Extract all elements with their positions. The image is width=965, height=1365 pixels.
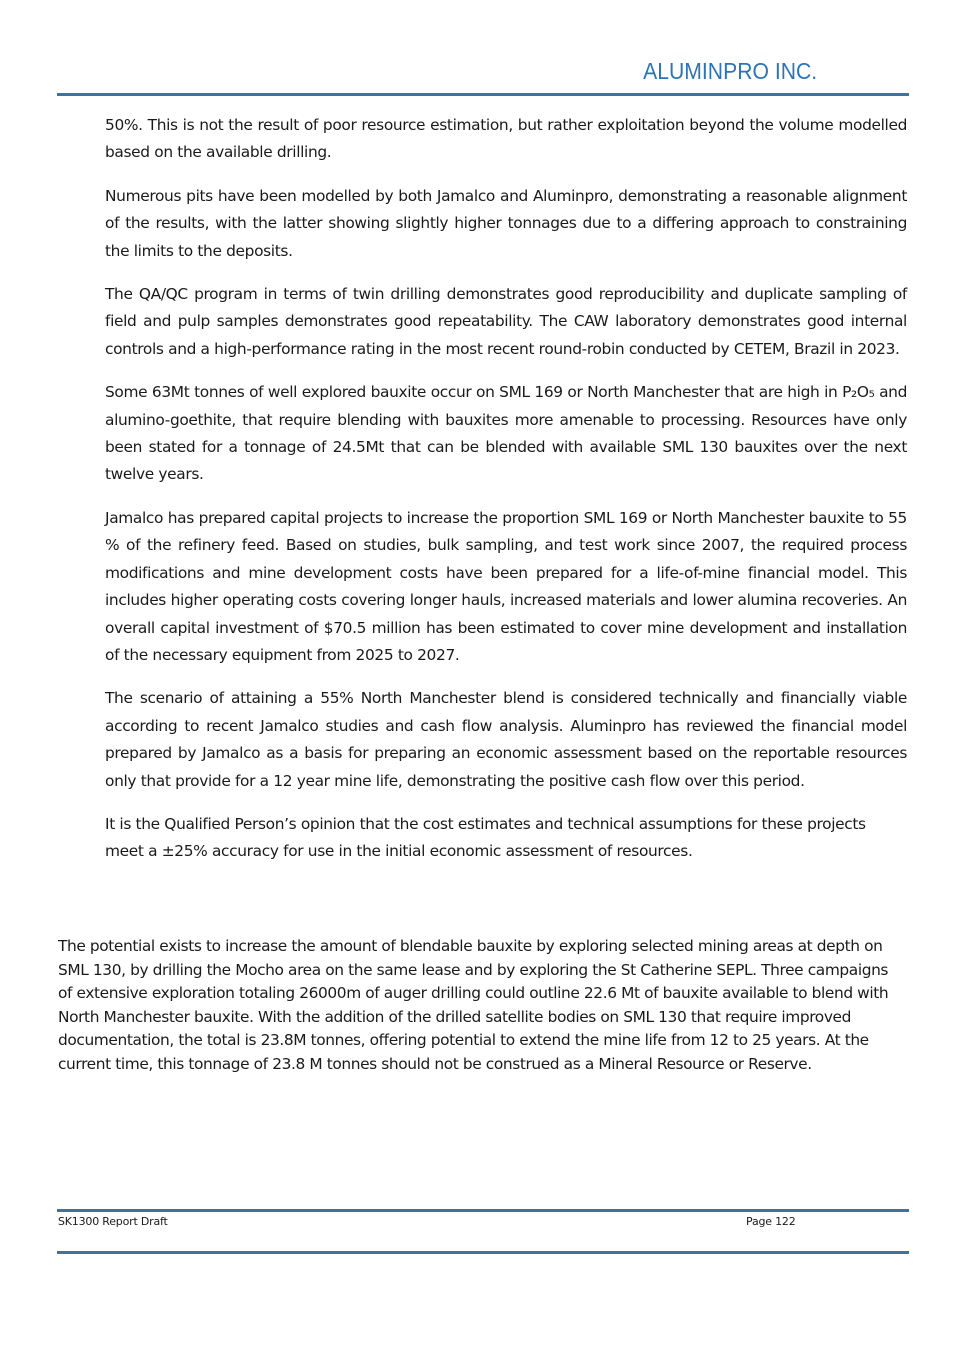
- indented-body: [105, 112, 907, 882]
- footer-page-number: Page 122: [746, 1215, 796, 1228]
- paragraph-2: Numerous pits have been modelled by both Jamalco and Aluminpro, demonstrating a reasonable alignment of the results, with the latter showing slightly higher tonnages due to a differing approach to constraining the limits to the deposits.: [105, 186, 907, 260]
- outdented-paragraph: The potential exists to increase the amount of blendable bauxite by exploring selected mining areas at depth on SML 130, by drilling the Mocho area on the same lease and by exploring the St Catherine SEPL. Three campaigns of extensive exploration totaling 26000m of auger drilling could outline 22.6 Mt of bauxite available to blend with North Manchester bauxite. With the addition of the drilled satellite bodies on SML 130 that require improved documentation, the total is 23.8M tonnes, offering potential to extend the mine life from 12 to 25 years. At the current time, this tonnage of 23.8 M tonnes should not be construed as a Mineral Resource or Reserve.: [58, 937, 889, 1073]
- footer-rule-top: [57, 1209, 909, 1212]
- paragraph-6: The scenario of attaining a 55% North Manchester blend is considered technically and financially viable according to recent Jamalco studies and cash flow analysis. Aluminpro has reviewed the financial model prepared by Jamalco as a basis for preparing an economic assessment based on the reportable resources only that provide for a 12 year mine life, demonstrating the positive cash flow over this period.: [105, 689, 907, 790]
- footer-report-name: SK1300 Report Draft: [58, 1215, 168, 1228]
- paragraph-7: It is the Qualified Person’s opinion that the cost estimates and technical assumptions for these projects meet a ±25% accuracy for use in the initial economic assessment of resources.: [105, 814, 866, 861]
- paragraph-3: The QA/QC program in terms of twin drilling demonstrates good reproducibility and duplicate sampling of field and pulp samples demonstrates good repeatability. The CAW laboratory demonstrates good internal controls and a high-performance rating in the most recent round-robin conducted by CETEM, Brazil in 2023.: [105, 285, 907, 358]
- header-rule: [57, 93, 909, 96]
- paragraph-4: Some 63Mt tonnes of well explored bauxite occur on SML 169 or North Manchester that are high in P₂O₅ and alumino-goethite, that require blending with bauxites more amenable to processing. Resources have only been stated for a tonnage of 24.5Mt that can be blended with available SML 130 bauxites over the next twelve years.: [105, 383, 907, 484]
- company-header: ALUMINPRO INC.: [642, 58, 817, 84]
- footer-rule-bottom: [57, 1251, 909, 1254]
- paragraph-5: Jamalco has prepared capital projects to increase the proportion SML 169 or North Manchester bauxite to 55 % of the refinery feed. Based on studies, bulk sampling, and test work since 2007, the required process modifications and mine development costs have been prepared for a life-of-mine financial model. This includes higher operating costs covering longer hauls, increased materials and lower alumina recoveries. An overall capital investment of $70.5 million has been estimated to cover mine development and installation of the necessary equipment from 2025 to 2027.: [105, 508, 907, 664]
- paragraph-1: 50%. This is not the result of poor resource estimation, but rather exploitation beyond the volume modelled based on the available drilling.: [105, 116, 907, 162]
